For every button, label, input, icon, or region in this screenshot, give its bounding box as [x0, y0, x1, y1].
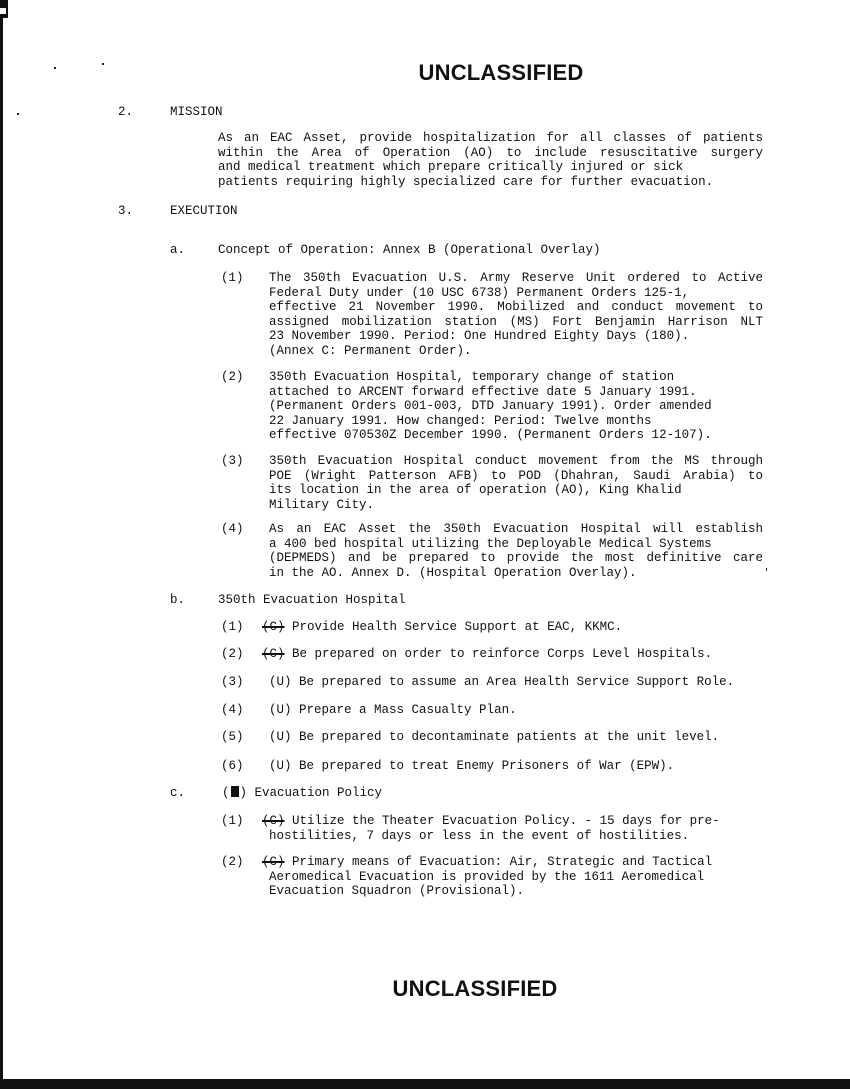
item-a4-line: (DEPMEDS) and be prepared to provide the most definitive care	[269, 551, 764, 565]
classification-header: UNCLASSIFIED	[418, 60, 584, 85]
section-2-number: 2.	[118, 105, 134, 119]
scan-bottom-border	[0, 1079, 850, 1089]
item-a1-line: effective 21 November 1990. Mobilized and conduct movement to	[269, 300, 763, 314]
subsection-b-title: 350th Evacuation Hospital	[218, 593, 406, 607]
subsection-c-letter: c.	[170, 786, 186, 800]
classification-footer: UNCLASSIFIED	[392, 976, 558, 1001]
item-b1-number: (1)	[221, 620, 244, 634]
scan-left-border	[0, 0, 3, 1089]
item-b6-number: (6)	[221, 759, 244, 773]
item-a2-line: 22 January 1991. How changed: Period: Twelve months	[269, 413, 652, 428]
item-a3-line: POE (Wright Patterson AFB) to POD (Dhahran, Saudi Arabia) to	[269, 468, 763, 483]
classification-mark: (U)	[269, 675, 292, 689]
subsection-c-title: Evacuation Policy	[254, 786, 383, 800]
item-a2-line: effective 070530Z December 1990. (Permanent Orders 12-107).	[269, 428, 712, 442]
item-c2-line: Aeromedical Evacuation is provided by the 1611 Aeromedical	[269, 869, 705, 884]
scan-speck	[54, 67, 56, 69]
item-c2-line: Evacuation Squadron (Provisional).	[269, 884, 525, 898]
item-a4-line: in the AO. Annex D. (Hospital Operation Overlay).	[269, 565, 637, 580]
item-a3-line: 350th Evacuation Hospital conduct movement from the MS through	[269, 454, 764, 468]
item-c1-line: hostilities, 7 days or less in the event of hostilities.	[269, 828, 690, 843]
section-3-number: 3.	[118, 204, 134, 218]
item-a4-line: a 400 bed hospital utilizing the Deployable Medical Systems	[269, 536, 712, 551]
item-a1-number: (1)	[221, 271, 244, 285]
classification-mark: (U)	[269, 730, 292, 744]
section-2-line: patients requiring highly specialized care for further evacuation.	[218, 174, 714, 189]
item-b3-text: Be prepared to assume an Area Health Service Support Role.	[299, 675, 735, 689]
section-2-title: MISSION	[170, 105, 223, 119]
item-c2-line: Primary means of Evacuation: Air, Strategic and Tactical	[292, 855, 713, 869]
item-a2-line: (Permanent Orders 001-003, DTD January 1991). Order amended	[269, 399, 712, 413]
item-b4-text: Prepare a Mass Casualty Plan.	[299, 703, 517, 717]
item-b2-number: (2)	[221, 647, 244, 661]
item-b1-row	[262, 620, 622, 634]
subsection-b-letter: b.	[170, 593, 186, 607]
item-a4-line: As an EAC Asset the 350th Evacuation Hospital will establish	[269, 522, 763, 536]
classification-mark: (U)	[269, 759, 292, 773]
item-b6-row	[269, 759, 674, 773]
item-a2-number: (2)	[221, 370, 244, 384]
item-c2-row	[262, 855, 712, 869]
item-b5-number: (5)	[221, 730, 244, 744]
item-b4-row	[269, 703, 517, 717]
item-b5-row	[269, 730, 719, 744]
item-b4-number: (4)	[221, 703, 244, 717]
section-3-title: EXECUTION	[170, 204, 238, 218]
item-c1-row	[262, 814, 720, 828]
item-a1-line: 23 November 1990. Period: One Hundred Eighty Days (180).	[269, 329, 690, 343]
item-a4-number: (4)	[221, 522, 244, 536]
subsection-c-heading: ( ) Evacuation Policy	[222, 786, 383, 800]
item-a1-line: The 350th Evacuation U.S. Army Reserve Unit ordered to Active	[269, 271, 764, 285]
item-b5-text: Be prepared to decontaminate patients at the unit level.	[299, 730, 720, 744]
item-a3-line: its location in the area of operation (AO), King Khalid	[269, 483, 682, 497]
redacted-classification-mark: (C)	[262, 620, 285, 634]
item-b2-row	[262, 647, 712, 661]
scan-speck	[766, 568, 767, 571]
scan-corner-mark	[0, 0, 8, 18]
item-c2-number: (2)	[221, 855, 244, 869]
item-b3-number: (3)	[221, 675, 244, 689]
item-a2-line: attached to ARCENT forward effective date 5 January 1991.	[269, 384, 697, 399]
section-2-line: within the Area of Operation (AO) to include resuscitative surgery	[218, 145, 764, 160]
section-2-line: and medical treatment which prepare critically injured or sick	[218, 160, 684, 175]
subsection-a-letter: a.	[170, 243, 186, 257]
item-b3-row	[269, 675, 734, 689]
scan-speck	[17, 113, 19, 115]
item-b6-text: Be prepared to treat Enemy Prisoners of War (EPW).	[299, 759, 675, 773]
redacted-classification-mark: (C)	[262, 647, 285, 661]
item-a3-number: (3)	[221, 454, 244, 468]
redacted-classification-mark: (C)	[262, 855, 285, 869]
item-a1-line: Federal Duty under (10 USC 6738) Permanent Orders 125-1,	[269, 285, 690, 300]
item-a1-line: (Annex C: Permanent Order).	[269, 343, 472, 358]
item-a3-line: Military City.	[269, 497, 375, 512]
classification-mark: (U)	[269, 703, 292, 717]
item-c1-line: Utilize the Theater Evacuation Policy. - 15 days for pre-	[292, 814, 720, 828]
redaction-block	[231, 786, 239, 797]
redacted-classification-mark: (C)	[262, 814, 285, 828]
item-b1-text: Provide Health Service Support at EAC, KKMC.	[292, 620, 623, 634]
section-2-line: As an EAC Asset, provide hospitalization for all classes of patients	[218, 131, 763, 145]
item-a2-line: 350th Evacuation Hospital, temporary change of station	[269, 370, 675, 384]
item-a1-line: assigned mobilization station (MS) Fort Benjamin Harrison NLT	[269, 314, 763, 329]
item-c1-number: (1)	[221, 814, 244, 828]
item-b2-text: Be prepared on order to reinforce Corps Level Hospitals.	[292, 647, 713, 661]
subsection-a-title: Concept of Operation: Annex B (Operational Overlay)	[218, 243, 601, 257]
